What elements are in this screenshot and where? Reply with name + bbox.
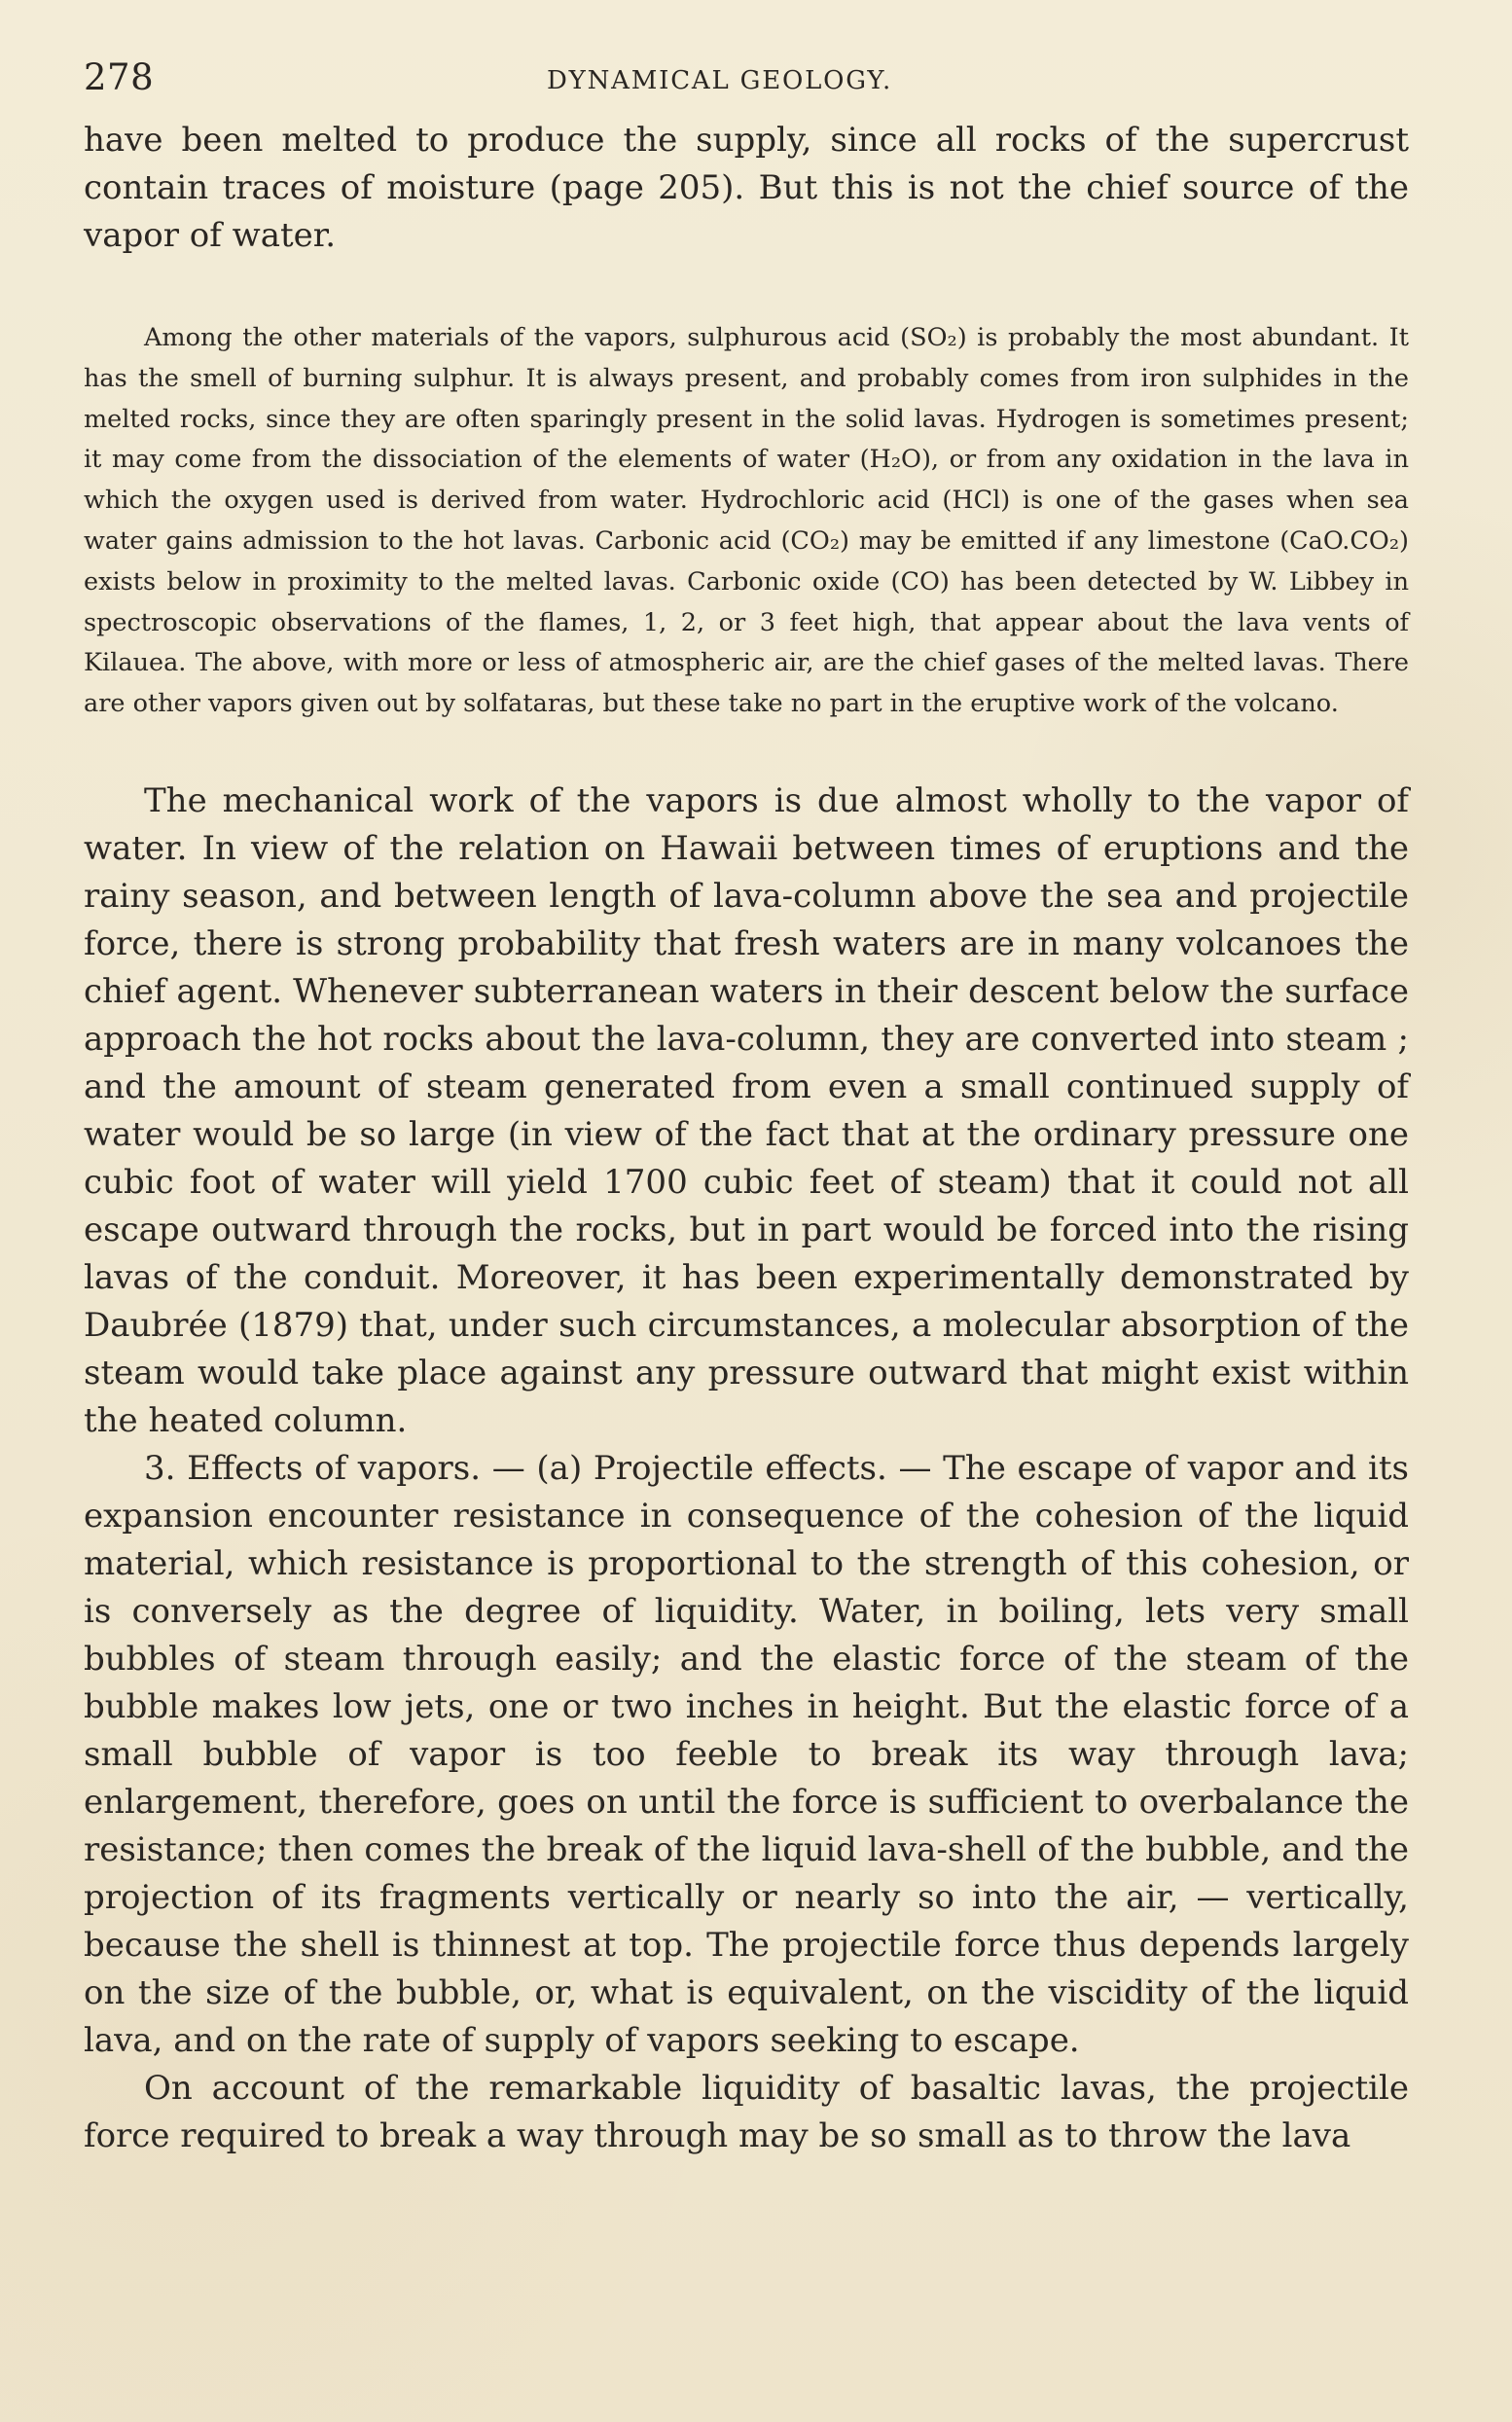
paragraph-4: 3. Effects of vapors. — (a) Projectile effects. — The escape of vapor and its expansion encounter resistance in consequence of the cohesion of the liquid material, which resistance is proportional to the strength of this cohesion, or is conversely as the degree of liquidity. Water, in boiling, lets very small bubbles of steam through easily; and the elastic force of the steam of the bubble makes low jets, one or two inches in height. But the elastic force of a small bubble of vapor is too feeble to break its way through lava; enlargement, therefore, goes on until the force is sufficient to overbalance the resistance; then comes the break of the liquid lava-shell of the bubble, and the projection of its fragments vertically or nearly so into the air, — vertically, because the shell is thinnest at top. The projectile force thus depends largely on the size of the bubble, or, what is equivalent, on the viscidity of the liquid lava, and on the rate of supply of vapors seeking to escape. — [84, 1448, 1409, 2060]
paragraph-5: On account of the remarkable liquidity of basaltic lavas, the projectile force required to break a way through may be so small as to throw the lava — [84, 2068, 1409, 2155]
paragraph-3: The mechanical work of the vapors is due almost wholly to the vapor of water. In view of the relation on Hawaii between times of eruptions and the rainy season, and between length of lava-column above the sea and projectile force, there is strong probability that fresh waters are in many volcanoes the chief agent. Whenever subterranean waters in their descent below the surface approach the hot rocks about the lava-column, they are converted into steam ; and the amount of steam generated from even a small continued supply of water would be so large (in view of the fact that at the ordinary pressure one cubic foot of water will yield 1700 cubic feet of steam) that it could not all escape outward through the rocks, but in part would be forced into the rising lavas of the conduit. Moreover, it has been experimentally demonstrated by Daubrée (1879) that, under such circumstances, a molecular absorption of the steam would take place against any pressure outward that might exist within the heated column. — [84, 780, 1409, 1440]
paragraph-1: have been melted to produce the supply, since all rocks of the supercrust contain traces of moisture (page 205). But this is not the chief source of the vapor of water. — [84, 121, 1409, 255]
paragraph-2-note: Among the other materials of the vapors, sulphurous acid (SO₂) is probably the most abundant. It has the smell of burning sulphur. It is always present, and probably comes from iron sulphides in the melted rocks, since they are often sparingly present in the solid lavas. Hydrogen is sometimes present; it may come from the dissociation of the elements of water (H₂O), or from any oxidation in the lava in which the oxygen used is derived from water. Hydrochloric acid (HCl) is one of the gases when sea water gains admission to the hot lavas. Carbonic acid (CO₂) may be emitted if any limestone (CaO.CO₂) exists below in proximity to the melted lavas. Carbonic oxide (CO) has been detected by W. Libbey in spectroscopic observations of the flames, 1, 2, or 3 feet high, that appear about the lava vents of Kilauea. The above, with more or less of atmospheric air, are the chief gases of the melted lavas. There are other vapors given out by solfataras, but these take no part in the eruptive work of the volcano. — [84, 323, 1409, 719]
page-number: 278 — [84, 56, 155, 98]
running-head — [84, 56, 1409, 103]
running-title: DYNAMICAL GEOLOGY. — [547, 66, 893, 95]
